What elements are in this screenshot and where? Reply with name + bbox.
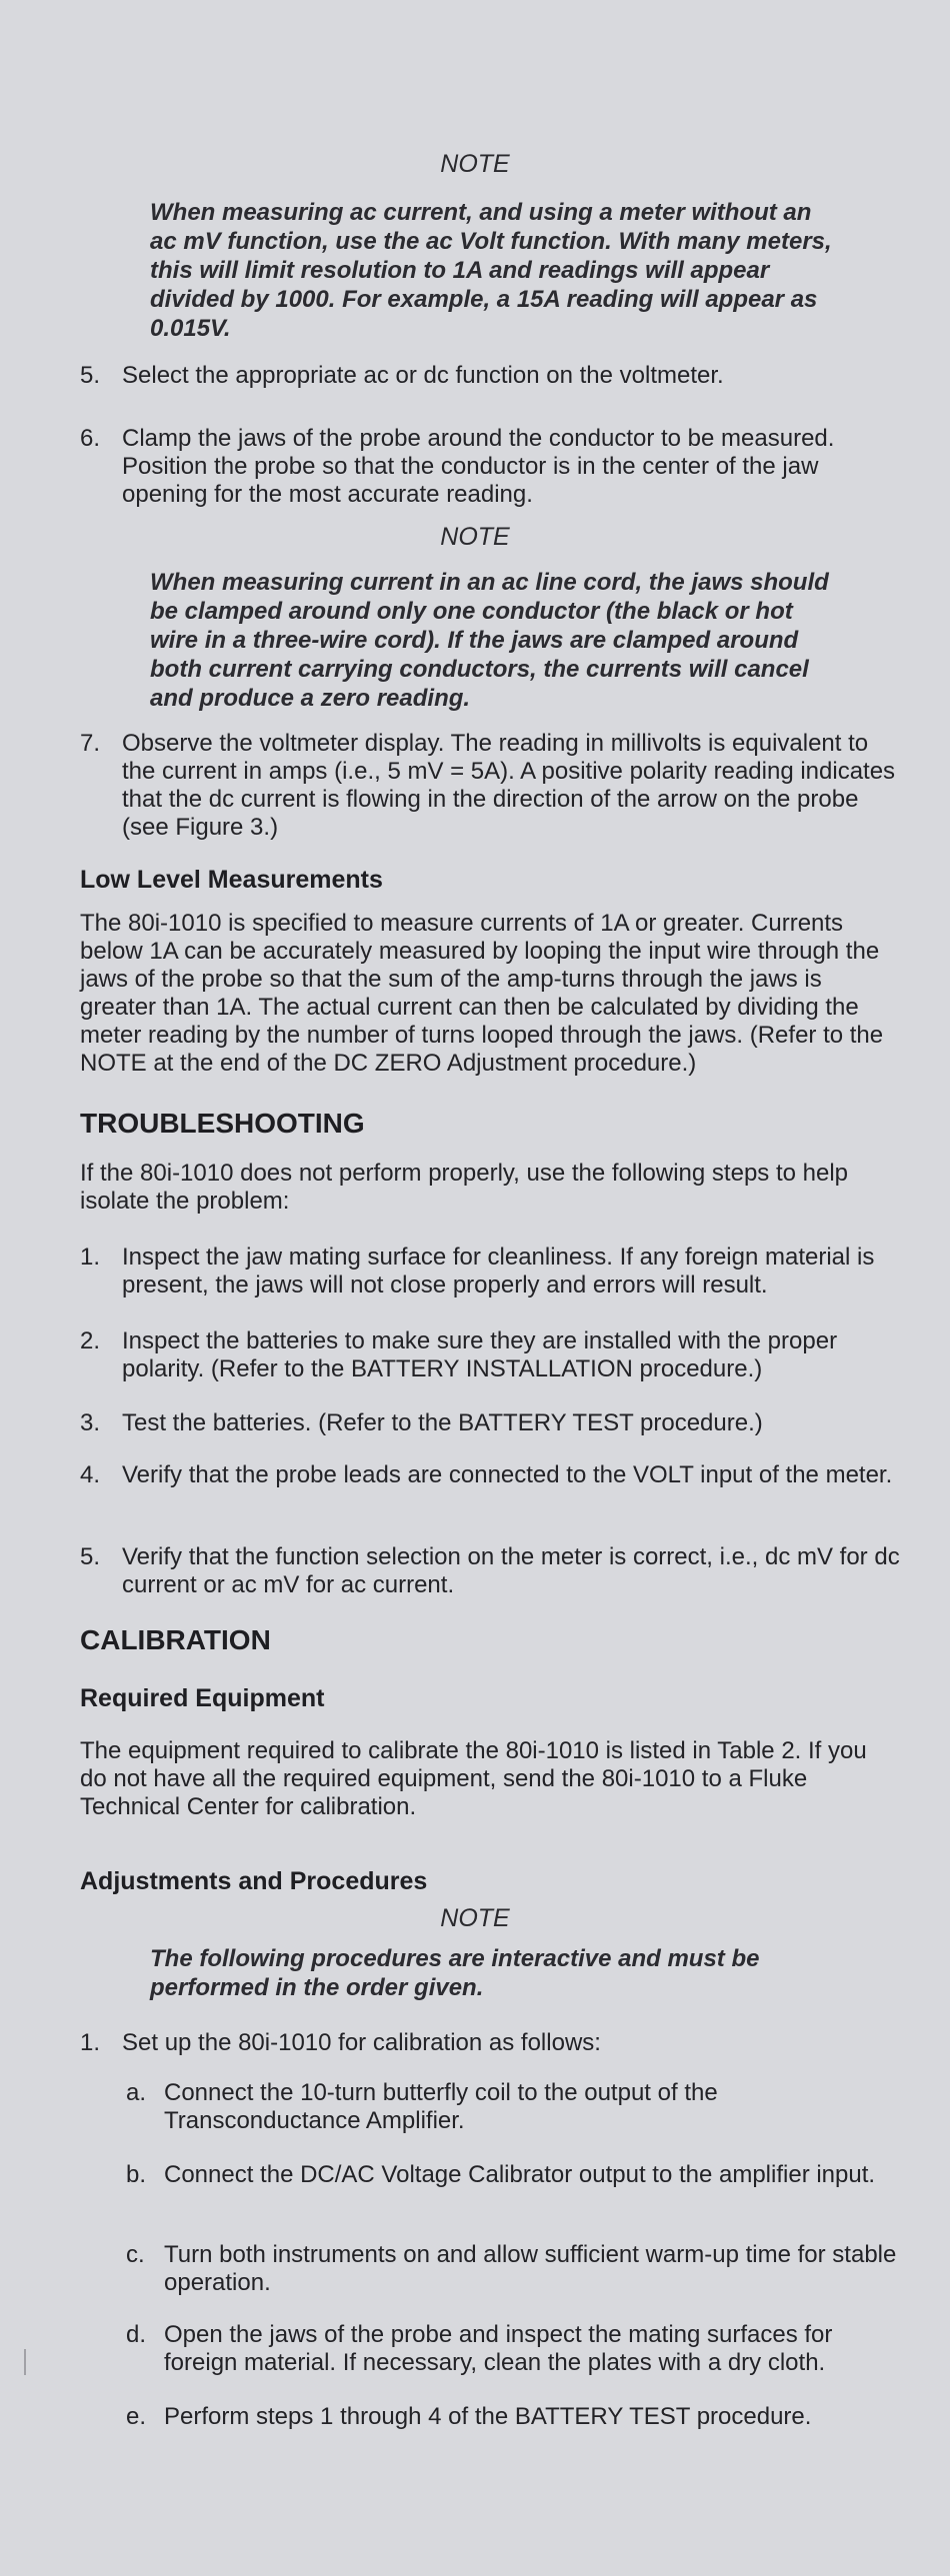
note-title: NOTE: [440, 150, 510, 178]
step-text: Select the appropriate ac or dc function on the voltmeter.: [122, 362, 724, 389]
step-text: Observe the voltmeter display. The reading in millivolts is equivalent to the current in amps (i.e., 5 mV = 5A). A positive polarity reading indicates that the dc current is flowing in the direction of the arrow on the probe (see Figure 3.): [122, 730, 896, 841]
substep-text: Perform steps 1 through 4 of the BATTERY TEST procedure.: [164, 2403, 812, 2430]
scan-mark: [24, 2349, 30, 2375]
subsection-heading-adjustments: Adjustments and Procedures: [80, 1867, 428, 1895]
step-text: Inspect the jaw mating surface for cleanliness. If any foreign material is present, the jaws will not close properly and errors will result.: [122, 1244, 875, 1298]
substep-letter: d.: [126, 2321, 147, 2348]
step-number: 5.: [80, 1543, 101, 1570]
step-text: Verify that the probe leads are connected to the VOLT input of the meter.: [122, 1461, 893, 1488]
step-number: 7.: [80, 730, 101, 757]
step-number: 6.: [80, 425, 101, 452]
calibration-substep-a: [126, 2079, 900, 2135]
troubleshooting-intro: If the 80i-1010 does not perform properly, use the following steps to help isolate the problem:: [80, 1160, 849, 1215]
step-7: [80, 730, 900, 842]
step-text: Verify that the function selection on the meter is correct, i.e., dc mV for dc current or ac mV for ac current.: [122, 1543, 900, 1598]
calibration-step-1: [80, 2029, 900, 2057]
step-number: 1.: [80, 2029, 101, 2056]
substep-text: Open the jaws of the probe and inspect the mating surfaces for foreign material. If necessary, clean the plates with a dry cloth.: [164, 2321, 833, 2376]
step-number: 2.: [80, 1327, 101, 1354]
troubleshooting-step-3: [80, 1409, 900, 1437]
troubleshooting-step-4: [80, 1461, 900, 1489]
troubleshooting-step-5: [80, 1543, 900, 1599]
note-body: The following procedures are interactive and must be performed in the order given.: [150, 1945, 760, 2001]
substep-letter: a.: [126, 2079, 147, 2106]
section-heading-low-level: Low Level Measurements: [80, 866, 383, 894]
low-level-paragraph: The 80i-1010 is specified to measure currents of 1A or greater. Currents below 1A can be accurately measured by looping the input wire through the jaws of the probe so that the sum of the amp-turns through the jaws is greater than 1A. The actual current can then be calculated by dividing the meter reading by the number of turns looped through the jaws. (Refer to the NOTE at the end of the DC ZERO Adjustment procedure.): [80, 910, 884, 1077]
substep-letter: b.: [126, 2161, 147, 2188]
substep-text: Connect the 10-turn butterfly coil to the output of the Transconductance Amplifier.: [164, 2079, 718, 2134]
note-body: When measuring ac current, and using a meter without an ac mV function, use the ac Volt function. With many meters, this will limit resolution to 1A and readings will appear divided by 1000. For example, a 15A reading will appear as 0.015V.: [150, 199, 832, 342]
calibration-substep-c: [126, 2241, 900, 2297]
substep-text: Connect the DC/AC Voltage Calibrator output to the amplifier input.: [164, 2161, 876, 2188]
step-text: Inspect the batteries to make sure they are installed with the proper polarity. (Refer to the BATTERY INSTALLATION procedure.): [122, 1327, 838, 1382]
required-equipment-paragraph: The equipment required to calibrate the 80i-1010 is listed in Table 2. If you do not have all the required equipment, send the 80i-1010 to a Fluke Technical Center for calibration.: [80, 1737, 867, 1820]
note-title: NOTE: [440, 1904, 510, 1932]
step-number: 4.: [80, 1461, 101, 1488]
substep-letter: c.: [126, 2241, 145, 2268]
troubleshooting-step-2: [80, 1327, 900, 1383]
step-6: [80, 425, 900, 509]
calibration-substep-d: [126, 2321, 900, 2377]
step-text: Set up the 80i-1010 for calibration as follows:: [122, 2029, 601, 2056]
note-body: When measuring current in an ac line cord, the jaws should be clamped around only one conductor (the black or hot wire in a three-wire cord). If the jaws are clamped around both current carrying conductors, the currents will cancel and produce a zero reading.: [150, 569, 829, 712]
substep-letter: e.: [126, 2403, 147, 2430]
step-5: [80, 362, 900, 390]
step-number: 3.: [80, 1409, 101, 1436]
step-text: Clamp the jaws of the probe around the conductor to be measured. Position the probe so that the conductor is in the center of the jaw opening for the most accurate reading.: [122, 425, 835, 508]
calibration-substep-e: [126, 2403, 900, 2431]
step-number: 5.: [80, 362, 101, 389]
troubleshooting-step-1: [80, 1244, 900, 1299]
note-title: NOTE: [440, 523, 510, 551]
step-text: Test the batteries. (Refer to the BATTERY TEST procedure.): [122, 1409, 763, 1436]
substep-text: Turn both instruments on and allow sufficient warm-up time for stable operation.: [164, 2241, 897, 2296]
section-heading-troubleshooting: TROUBLESHOOTING: [80, 1108, 365, 1139]
calibration-substep-b: [126, 2161, 900, 2189]
subsection-heading-required-equipment: Required Equipment: [80, 1684, 325, 1712]
section-heading-calibration: CALIBRATION: [80, 1624, 271, 1655]
step-number: 1.: [80, 1244, 101, 1271]
